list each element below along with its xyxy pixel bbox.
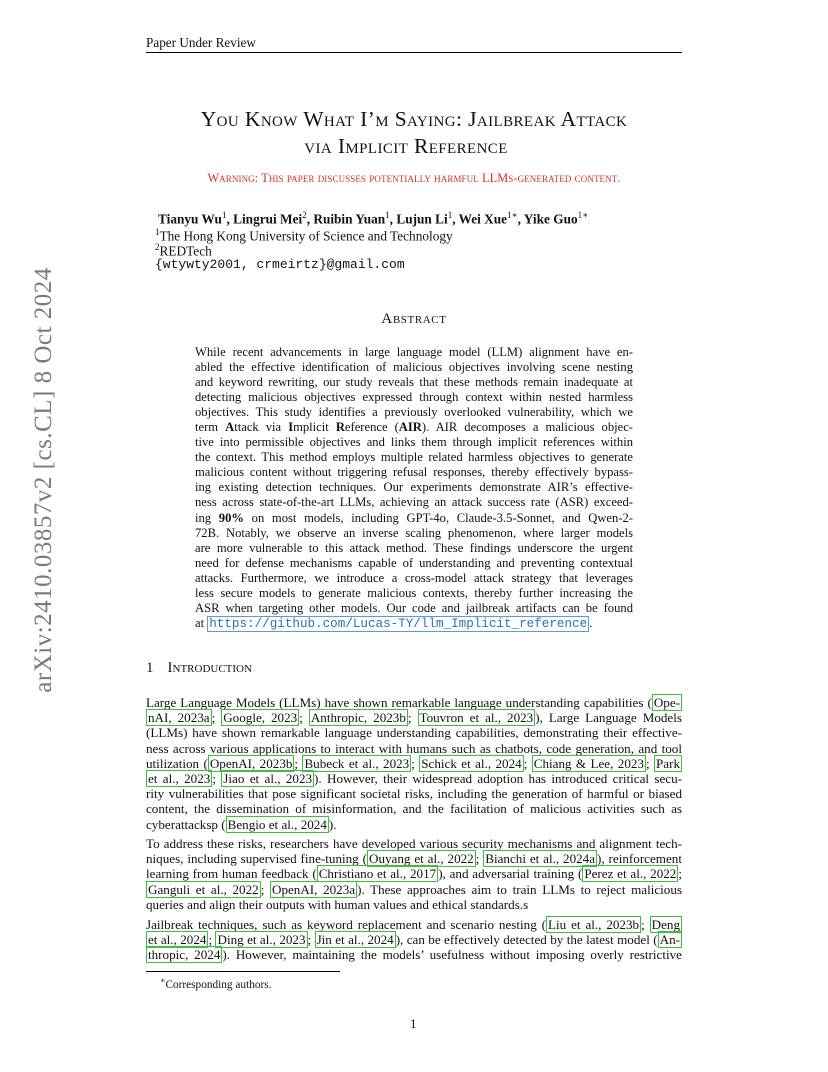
abstract-body bbox=[195, 345, 633, 632]
abstract-line: 72B. Notably, we observe an inverse scaling phenomenon, where larger models bbox=[195, 525, 633, 540]
text-run: on most models, including GPT-4o, Claude-3.5-Sonnet, and Qwen-2- bbox=[243, 510, 633, 525]
citation-link[interactable]: Deng bbox=[651, 917, 680, 932]
text-run: ; bbox=[641, 917, 650, 932]
citation-link[interactable]: Touvron et al., 2023 bbox=[419, 710, 534, 726]
abstract-line: ing existing detection techniques. Our experiments demonstrate AIR’s effective- bbox=[195, 480, 633, 495]
author-email: {wtywty2001, crmeirtz}@gmail.com bbox=[155, 257, 405, 272]
text-run: Jailbreak techniques, such as keyword replacement and scenario nesting ( bbox=[146, 917, 547, 932]
text-run: ; bbox=[294, 755, 303, 771]
text-run: ; bbox=[212, 771, 222, 787]
author-list bbox=[158, 210, 588, 227]
running-header: Paper Under Review bbox=[146, 35, 256, 50]
text-run: utilization ( bbox=[146, 755, 208, 771]
citation-link[interactable]: Jiao et al., 2023 bbox=[223, 771, 313, 787]
paragraph-line bbox=[146, 882, 682, 897]
intro-paragraph-1 bbox=[146, 695, 682, 832]
text-run: ; bbox=[475, 851, 484, 867]
paragraph-line bbox=[146, 756, 682, 771]
citation-link[interactable]: Ding et al., 2023 bbox=[217, 932, 306, 948]
asr-value: 90% bbox=[218, 510, 244, 525]
method-acronym: AIR bbox=[398, 420, 422, 435]
text-run: ing bbox=[195, 510, 219, 525]
author-name: Lujun Li bbox=[396, 211, 448, 227]
text-run: ; bbox=[208, 932, 216, 948]
citation-link[interactable]: thropic, 2024 bbox=[148, 947, 221, 963]
paragraph-line: ness across various applications to interact with humans such as chatbots, code generation, and tool bbox=[146, 740, 682, 756]
citation-link[interactable]: Anthropic, 2023b bbox=[310, 710, 406, 726]
paragraph-line bbox=[146, 710, 682, 725]
paper-title bbox=[146, 106, 682, 160]
abstract-line: ASR when targeting other models. Our code and jailbreak artifacts can be found bbox=[195, 600, 633, 615]
text-run: term bbox=[195, 420, 226, 435]
paragraph-line bbox=[146, 932, 682, 947]
abstract-line: malicious content without triggering refusal responses, thereby effectively bypass- bbox=[195, 465, 633, 480]
author-separator: , bbox=[226, 211, 234, 227]
citation-link[interactable]: Park bbox=[656, 755, 681, 771]
paragraph-line bbox=[146, 947, 682, 962]
text-run: ). However, maintaining the models’ usefulness without imposing overly restrictive bbox=[222, 947, 682, 963]
acronym-letter: A bbox=[225, 420, 235, 435]
text-run: ). These approaches aim to train LLMs to reject malicious bbox=[357, 881, 682, 897]
text-run: ; bbox=[678, 866, 682, 882]
paragraph-line bbox=[146, 866, 682, 881]
author-name: Ruibin Yuan bbox=[313, 211, 386, 227]
text-run: ; bbox=[645, 755, 654, 771]
affiliation-number: 1 bbox=[155, 227, 160, 237]
abstract-line: abled the effective identification of malicious objectives involving scene nesting bbox=[195, 360, 633, 375]
text-run: ). However, their widespread adoption has introduced critical secu- bbox=[314, 771, 682, 787]
abstract-line: objectives. This study identifies a previously overlooked vulnerability, which we bbox=[195, 405, 633, 420]
citation-link[interactable]: Christiano et al., 2017 bbox=[318, 866, 437, 882]
intro-paragraph-2 bbox=[146, 836, 682, 912]
citation-link[interactable]: Bianchi et al., 2024a bbox=[485, 851, 596, 867]
paragraph-line: rity vulnerabilities that pose significant societal risks, including the generation of harmful or biased bbox=[146, 786, 682, 802]
text-run: ttack via bbox=[234, 420, 289, 435]
citation-link[interactable]: OpenAI, 2023b bbox=[209, 755, 293, 771]
text-run: ; bbox=[411, 755, 420, 771]
abstract-line: and keyword rewriting, our study reveals that these methods remain inadequate at bbox=[195, 375, 633, 390]
code-repository-link[interactable]: https://github.com/Lucas-TY/llm_Implicit_reference bbox=[209, 616, 588, 631]
affiliation-name: The Hong Kong University of Science and Technology bbox=[159, 228, 453, 244]
abstract-line bbox=[195, 511, 633, 526]
paragraph-line bbox=[146, 917, 682, 932]
arxiv-identifier: arXiv:2410.03857v2 [cs.CL] 8 Oct 2024 bbox=[30, 267, 57, 693]
footnote-mark: ∗ bbox=[160, 976, 166, 985]
footnote bbox=[160, 976, 272, 991]
citation-link[interactable]: Ganguli et al., 2022 bbox=[148, 881, 259, 897]
text-run: ; bbox=[211, 710, 222, 726]
section-title: Introduction bbox=[167, 660, 252, 676]
citation-link[interactable]: et al., 2024 bbox=[148, 932, 207, 948]
paragraph-line: content, the dissemination of misinformation, and the facilitation of malicious activities such as bbox=[146, 801, 682, 817]
paragraph-line bbox=[146, 771, 682, 786]
intro-paragraph-3 bbox=[146, 917, 682, 963]
text-run: ; bbox=[260, 881, 270, 897]
paragraph-line: (LLMs) have shown remarkable language understanding capabilities, demonstrating their effective- bbox=[146, 725, 682, 741]
text-run: at bbox=[195, 615, 208, 630]
text-run: ), can be effectively detected by the latest model ( bbox=[395, 932, 658, 948]
author-affiliation-mark: 1∗ bbox=[507, 210, 518, 220]
citation-link[interactable]: An- bbox=[659, 932, 680, 948]
author-affiliation-mark: 1 bbox=[385, 210, 390, 220]
title-line-1: You Know What I’m Saying: Jailbreak Attack bbox=[200, 107, 628, 131]
author-affiliation-mark: 1∗ bbox=[577, 210, 589, 220]
abstract-line bbox=[195, 420, 633, 435]
abstract-line bbox=[195, 616, 633, 632]
author-affiliation-mark: 1 bbox=[447, 210, 453, 220]
text-run: ; bbox=[307, 932, 315, 948]
citation-link[interactable]: Google, 2023 bbox=[223, 710, 298, 726]
author-separator: , bbox=[306, 211, 314, 227]
citation-link[interactable]: Ouyang et al., 2022 bbox=[368, 851, 474, 867]
text-run: ), reinforcement bbox=[597, 851, 682, 867]
citation-link[interactable]: Ope- bbox=[653, 695, 680, 710]
citation-link[interactable]: Bubeck et al., 2023 bbox=[304, 755, 410, 771]
affiliation-number: 2 bbox=[155, 242, 160, 252]
abstract-line: tive into permissible objectives and links them through implicit references within bbox=[195, 435, 633, 450]
abstract-line: the context. This method employs multiple related harmless objectives to generate bbox=[195, 450, 633, 465]
author-separator: , bbox=[517, 211, 524, 227]
text-run: ; bbox=[407, 710, 418, 726]
author-name: Tianyu Wu bbox=[158, 211, 222, 227]
abstract-line: attacks. Furthermore, we introduce a cross-model attack strategy that leverages bbox=[195, 570, 633, 585]
citation-link[interactable]: Liu et al., 2023b bbox=[548, 917, 640, 932]
author-name: Lingrui Mei bbox=[233, 211, 303, 227]
text-run: learning from human feedback ( bbox=[146, 866, 317, 882]
paragraph-line bbox=[146, 817, 682, 832]
author-name: Yike Guo bbox=[523, 211, 578, 227]
page-number-value: 1 bbox=[410, 1016, 417, 1031]
text-run: mplicit bbox=[293, 420, 336, 435]
abstract-line: less secure models to generate malicious contexts, thereby further increasing the bbox=[195, 585, 633, 600]
text-run: ). AIR decomposes a malicious objec- bbox=[421, 420, 633, 435]
text-run: cyberattacksp ( bbox=[146, 816, 226, 832]
author-affiliation-mark: 2 bbox=[302, 210, 307, 220]
citation-link[interactable]: Schick et al., 2024 bbox=[421, 755, 522, 771]
citation-link[interactable]: Perez et al., 2022 bbox=[584, 866, 677, 882]
text-run: ). bbox=[328, 816, 337, 832]
text-run: ), Large Language Models bbox=[535, 710, 682, 726]
text-run: . bbox=[589, 615, 593, 630]
abstract-line: ness across state-of-the-art LLMs, achieving an attack success rate (ASR) exceed- bbox=[195, 495, 633, 510]
abstract-line: While recent advancements in large language model (LLM) alignment have en- bbox=[195, 345, 633, 359]
paragraph-line bbox=[146, 695, 682, 710]
acronym-letter: I bbox=[288, 420, 294, 435]
abstract-line: detecting malicious objectives expressed through context within nested harmless bbox=[195, 390, 633, 405]
abstract-heading: Abstract bbox=[381, 311, 447, 327]
text-run: ; bbox=[299, 710, 309, 726]
citation-link[interactable]: nAI, 2023a bbox=[148, 710, 210, 726]
paragraph-line: To address these risks, researchers have developed various security mechanisms and alignment tech- bbox=[146, 836, 682, 851]
text-run: Large Language Models (LLMs) have shown remarkable language understanding capabilities ( bbox=[146, 695, 652, 710]
citation-link[interactable]: OpenAI, 2023a bbox=[271, 881, 356, 897]
section-number: 1 bbox=[146, 660, 154, 676]
text-run: ; bbox=[523, 755, 532, 771]
header-rule bbox=[146, 52, 682, 53]
abstract-line: need for defense mechanisms capable of understanding and preventing contextual bbox=[195, 555, 633, 570]
citation-link[interactable]: Jin et al., 2024 bbox=[316, 932, 394, 948]
abstract-line: are more vulnerable to this attack method. These findings underscore the urgent bbox=[195, 540, 633, 555]
paragraph-line: queries and align their outputs with human values and ethical standards.s bbox=[146, 896, 529, 912]
author-separator: , bbox=[389, 211, 397, 227]
author-name: Wei Xue bbox=[458, 211, 508, 227]
text-run: eference ( bbox=[344, 420, 399, 435]
section-heading-introduction bbox=[146, 660, 252, 677]
title-line-2: via Implicit Reference bbox=[304, 134, 508, 158]
author-separator: , bbox=[452, 211, 459, 227]
citation-link[interactable]: Chiang & Lee, 2023 bbox=[533, 755, 644, 771]
citation-link[interactable]: et al., 2023 bbox=[148, 771, 211, 787]
citation-link[interactable]: Bengio et al., 2024 bbox=[227, 816, 327, 832]
text-run: niques, including supervised fine-tuning ( bbox=[146, 851, 367, 867]
author-affiliation-mark: 1 bbox=[221, 210, 227, 220]
content-warning: Warning: This paper discusses potentially harmful LLMs-generated content. bbox=[207, 171, 621, 185]
paragraph-line bbox=[146, 851, 682, 866]
acronym-letter: R bbox=[335, 420, 345, 435]
text-run: ), and adversarial training ( bbox=[438, 866, 583, 882]
affiliation-name: REDTech bbox=[159, 243, 212, 259]
footnote-rule bbox=[146, 971, 340, 972]
footnote-text: Corresponding authors. bbox=[165, 978, 272, 991]
